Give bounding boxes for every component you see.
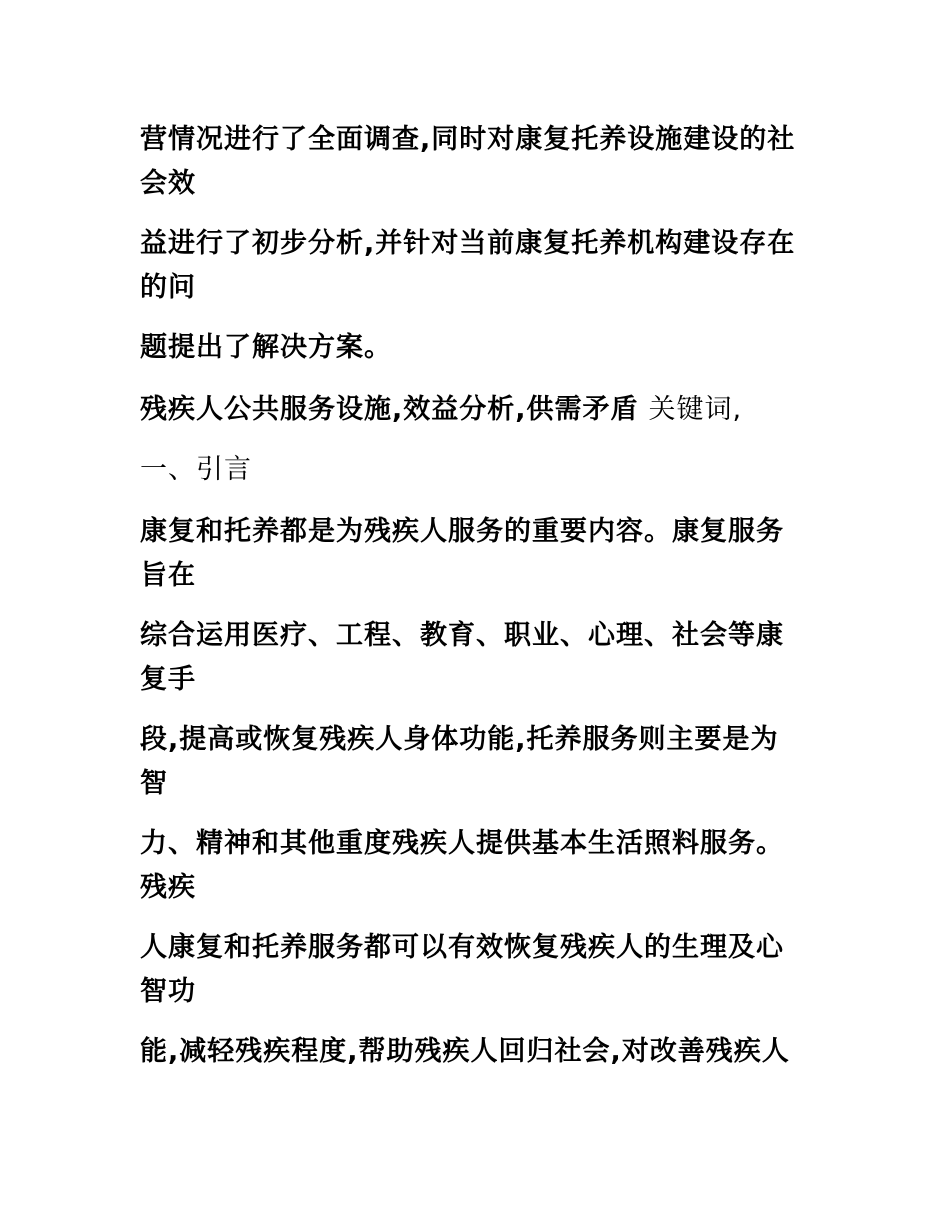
paragraph-7-line-1: 力、精神和其他重度残疾人提供基本生活照料服务。 (140, 828, 784, 859)
paragraph-2-line-1: 益进行了初步分析,并针对当前康复托养机构建设存在 (140, 228, 796, 259)
paragraph-8 (140, 926, 830, 1014)
paragraph-1 (140, 118, 830, 206)
paragraph-4 (140, 510, 830, 598)
keywords-line (140, 388, 830, 432)
paragraph-3-line-1: 题提出了解决方案。 (140, 332, 392, 363)
paragraph-7-line-2: 残疾 (140, 872, 196, 903)
paragraph-9 (140, 1030, 830, 1074)
paragraph-8-line-2: 智功 (140, 976, 196, 1007)
paragraph-7 (140, 822, 830, 910)
keywords-text: 残疾人公共服务设施,效益分析,供需矛盾 (140, 394, 639, 425)
paragraph-8-line-1: 人康复和托养服务都可以有效恢复残疾人的生理及心 (140, 932, 784, 963)
paragraph-6 (140, 718, 830, 806)
paragraph-9-line-1: 能,减轻残疾程度,帮助残疾人回归社会,对改善残疾人 (140, 1036, 790, 1067)
paragraph-2-line-2: 的问 (140, 272, 196, 303)
paragraph-5-line-2: 复手 (140, 664, 196, 695)
paragraph-1-line-1: 营情况进行了全面调查,同时对康复托养设施建设的社 (140, 124, 796, 155)
paragraph-2 (140, 222, 830, 310)
paragraph-5 (140, 614, 830, 702)
paragraph-4-line-1: 康复和托养都是为残疾人服务的重要内容。康复服务 (140, 516, 784, 547)
keywords-label: 关键词, (648, 394, 743, 425)
paragraph-6-line-1: 段,提高或恢复残疾人身体功能,托养服务则主要是为 (140, 724, 779, 755)
section-heading-introduction (140, 448, 830, 492)
paragraph-4-line-2: 旨在 (140, 560, 196, 591)
section-heading-text: 一、引言 (140, 454, 252, 485)
paragraph-1-line-2: 会效 (140, 168, 196, 199)
paragraph-5-line-1: 综合运用医疗、工程、教育、职业、心理、社会等康 (140, 620, 784, 651)
paragraph-3 (140, 326, 830, 370)
paragraph-6-line-2: 智 (140, 768, 168, 799)
